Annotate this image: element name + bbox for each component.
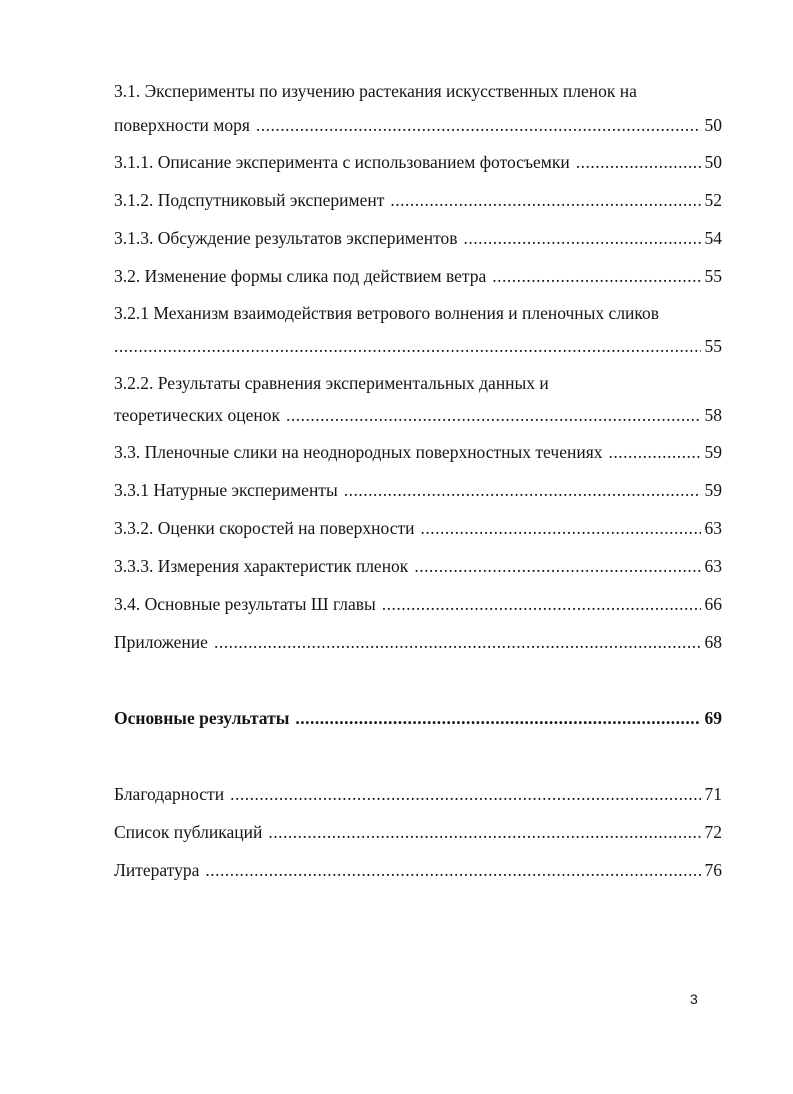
toc-entry-page: 66 bbox=[704, 594, 722, 614]
toc-entry-page: 72 bbox=[704, 822, 722, 842]
toc-entry-page: 58 bbox=[704, 405, 722, 425]
dot-leader bbox=[609, 441, 701, 463]
toc-entry-label: 3.3. Пленочные слики на неоднородных поверхностных течениях bbox=[114, 442, 603, 462]
toc-entry-page: 50 bbox=[704, 115, 722, 135]
toc-entry-label: 3.1.1. Описание эксперимента с использованием фотосъемки bbox=[114, 152, 570, 172]
dot-leader bbox=[382, 593, 701, 615]
toc-entry-page: 54 bbox=[704, 228, 722, 248]
toc-entry-3-2-2 bbox=[114, 404, 722, 426]
toc-entry-page: 59 bbox=[704, 442, 722, 462]
toc-entry-page: 71 bbox=[704, 784, 722, 804]
dot-leader bbox=[214, 631, 701, 653]
toc-entry-label: 3.3.1 Натурные эксперименты bbox=[114, 480, 338, 500]
toc-entry-label: 3.1.3. Обсуждение результатов экспериментов bbox=[114, 228, 458, 248]
toc-entry-3-4 bbox=[114, 593, 722, 615]
toc-entry-page: 63 bbox=[704, 556, 722, 576]
toc-entry-page: 76 bbox=[704, 860, 722, 880]
dot-leader bbox=[114, 335, 701, 357]
toc-entry-label: Благодарности bbox=[114, 784, 225, 804]
toc-entry-3-3 bbox=[114, 441, 722, 463]
toc-entry-3-2-2-title: 3.2.2. Результаты сравнения экспериментальных данных и bbox=[114, 373, 549, 393]
toc-entry-3-1-title: 3.1. Эксперименты по изучению растекания искусственных пленок на bbox=[114, 81, 637, 101]
dot-leader bbox=[268, 821, 700, 843]
toc-entry-3-1 bbox=[114, 114, 722, 136]
toc-entry-label: 3.3.3. Измерения характеристик пленок bbox=[114, 556, 409, 576]
dot-leader bbox=[230, 783, 700, 805]
dot-leader bbox=[464, 227, 701, 249]
toc-entry-page: 55 bbox=[704, 266, 722, 286]
dot-leader bbox=[286, 404, 701, 426]
toc-entry-label: Литература bbox=[114, 860, 200, 880]
toc-entry-literature bbox=[114, 859, 722, 881]
toc-entry-label: 3.1.2. Подспутниковый эксперимент bbox=[114, 190, 385, 210]
toc-entry-label: 3.2. Изменение формы слика под действием ветра bbox=[114, 266, 487, 286]
toc-entry-3-3-3 bbox=[114, 555, 722, 577]
toc-entry-label: 3.4. Основные результаты Ш главы bbox=[114, 594, 376, 614]
toc-entry-page: 69 bbox=[704, 708, 722, 728]
page-number: 3 bbox=[690, 991, 698, 1007]
dot-leader bbox=[390, 189, 700, 211]
toc-entry-3-2-1 bbox=[114, 335, 722, 357]
toc-entry-3-2-1-title: 3.2.1 Механизм взаимодействия ветрового волнения и пленочных сликов bbox=[114, 303, 660, 323]
toc-entry-3-1-1 bbox=[114, 151, 722, 173]
toc-entry-page: 63 bbox=[704, 518, 722, 538]
dot-leader bbox=[576, 151, 701, 173]
toc-entry-3-1-2 bbox=[114, 189, 722, 211]
toc-entry-3-2 bbox=[114, 265, 722, 287]
dot-leader bbox=[295, 707, 700, 729]
toc-entry-label: поверхности моря bbox=[114, 115, 250, 135]
toc-entry-label: Список публикаций bbox=[114, 822, 263, 842]
toc-entry-3-3-2 bbox=[114, 517, 722, 539]
toc-entry-appendix bbox=[114, 631, 722, 653]
toc-entry-acknowledgements bbox=[114, 783, 722, 805]
dot-leader bbox=[256, 114, 701, 136]
toc-entry-label: теоретических оценок bbox=[114, 405, 280, 425]
toc-entry-page: 68 bbox=[704, 632, 722, 652]
toc-entry-main-results bbox=[114, 707, 722, 729]
toc-entry-3-1-3 bbox=[114, 227, 722, 249]
dot-leader bbox=[492, 265, 700, 287]
toc-entry-label: Основные результаты bbox=[114, 708, 290, 728]
dot-leader bbox=[205, 859, 700, 881]
toc-entry-publications bbox=[114, 821, 722, 843]
dot-leader bbox=[414, 555, 700, 577]
toc-entry-page: 55 bbox=[704, 336, 722, 356]
toc-entry-label: 3.3.2. Оценки скоростей на поверхности bbox=[114, 518, 415, 538]
toc-entry-page: 59 bbox=[704, 480, 722, 500]
toc-entry-label: Приложение bbox=[114, 632, 208, 652]
toc-entry-page: 52 bbox=[704, 190, 722, 210]
toc-entry-page: 50 bbox=[704, 152, 722, 172]
dot-leader bbox=[344, 479, 701, 501]
dot-leader bbox=[421, 517, 701, 539]
toc-entry-3-3-1 bbox=[114, 479, 722, 501]
